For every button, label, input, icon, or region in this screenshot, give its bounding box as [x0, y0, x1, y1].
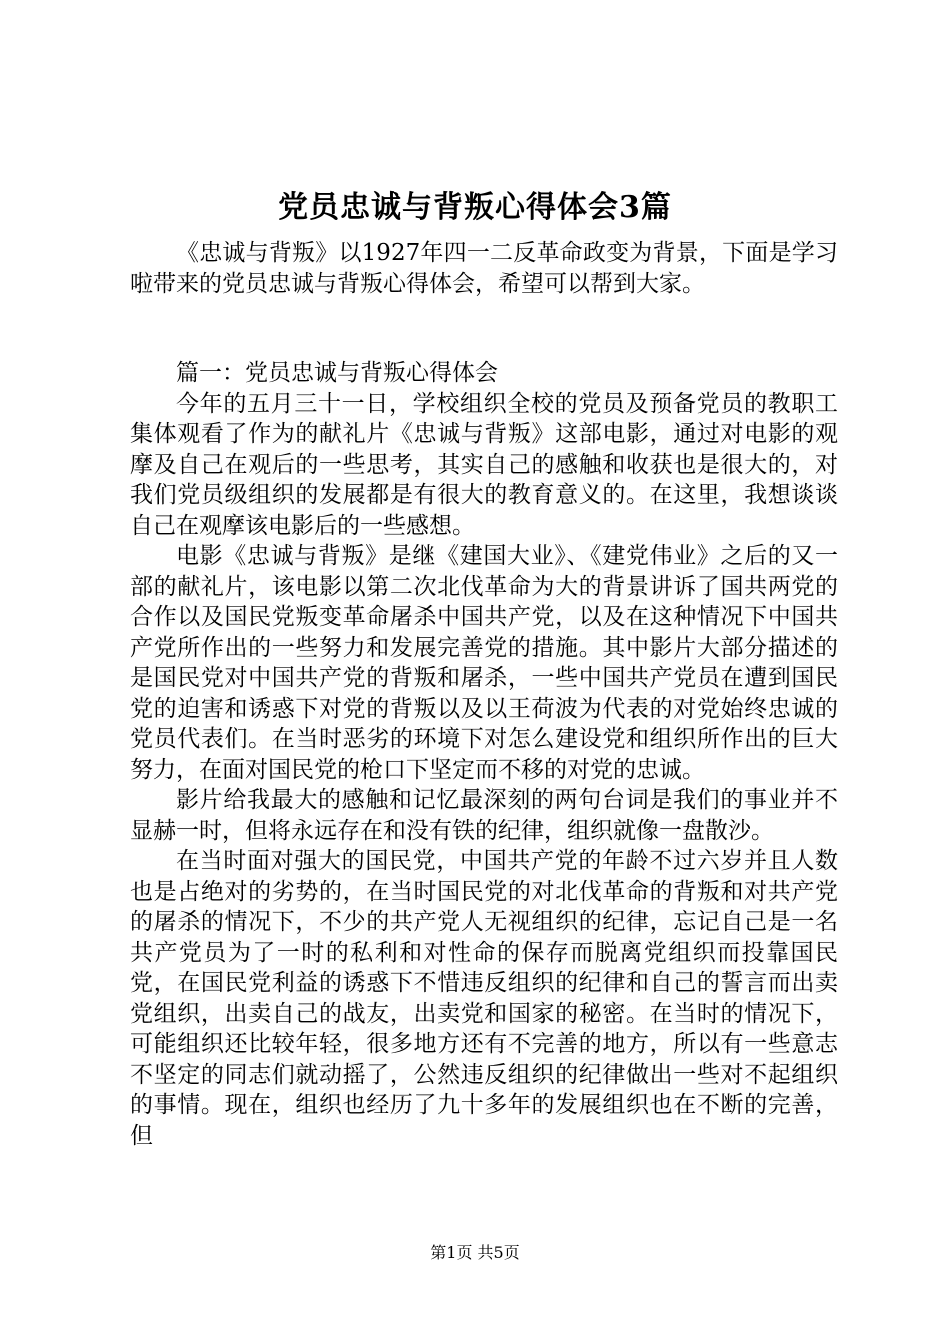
body-paragraph: 影片给我最大的感触和记忆最深刻的两句台词是我们的事业并不显赫一时，但将永远存在和没有铁的纪律，组织就像一盘散沙。 — [130, 787, 838, 844]
body-paragraph: 今年的五月三十一日，学校组织全校的党员及预备党员的教职工集体观看了作为的献礼片《忠诚与背叛》这部电影，通过对电影的观摩及自己在观后的一些思考，其实自己的感触和收获也是很大的，对我们党员级组织的发展都是有很大的教育意义的。在这里，我想谈谈自己在观摩该电影后的一些感想。 — [130, 390, 838, 539]
article-body — [130, 328, 838, 1151]
intro-block — [130, 238, 838, 299]
document-title: 党员忠诚与背叛心得体会3篇 — [278, 190, 672, 225]
intro-paragraph: 《忠诚与背叛》以1927年四一二反革命政变为背景，下面是学习啦带来的党员忠诚与背叛心得体会，希望可以帮到大家。 — [130, 240, 838, 297]
paragraph-gap — [130, 328, 838, 358]
section-heading: 篇一：党员忠诚与背叛心得体会 — [176, 360, 498, 386]
page-footer: 第1页 共5页 — [430, 1243, 520, 1262]
body-paragraph: 电影《忠诚与背叛》是继《建国大业》、《建党伟业》之后的又一部的献礼片，该电影以第二次北伐革命为大的背景讲诉了国共两党的合作以及国民党叛变革命屠杀中国共产党，以及在这种情况下中国共产党所作出的一些努力和发展完善党的措施。其中影片大部分描述的是国民党对中国共产党的背叛和屠杀，一些中国共产党员在遭到国民党的迫害和诱惑下对党的背叛以及以王荷波为代表的对党始终忠诚的党员代表们。在当时恶劣的环境下对怎么建设党和组织所作出的巨大努力，在面对国民党的枪口下坚定而不移的对党的忠诚。 — [130, 543, 838, 783]
body-paragraph: 在当时面对强大的国民党，中国共产党的年龄不过六岁并且人数也是占绝对的劣势的，在当时国民党的对北伐革命的背叛和对共产党的屠杀的情况下，不少的共产党人无视组织的纪律，忘记自己是一名共产党员为了一时的私利和对性命的保存而脱离党组织而投靠国民党，在国民党利益的诱惑下不惜违反组织的纪律和自己的誓言而出卖党组织，出卖自己的战友，出卖党和国家的秘密。在当时的情况下，可能组织还比较年轻，很多地方还有不完善的地方，所以有一些意志不坚定的同志们就动摇了，公然违反组织的纪律做出一些对不起组织的事情。现在，组织也经历了九十多年的发展组织也在不断的完善，但 — [130, 848, 838, 1149]
